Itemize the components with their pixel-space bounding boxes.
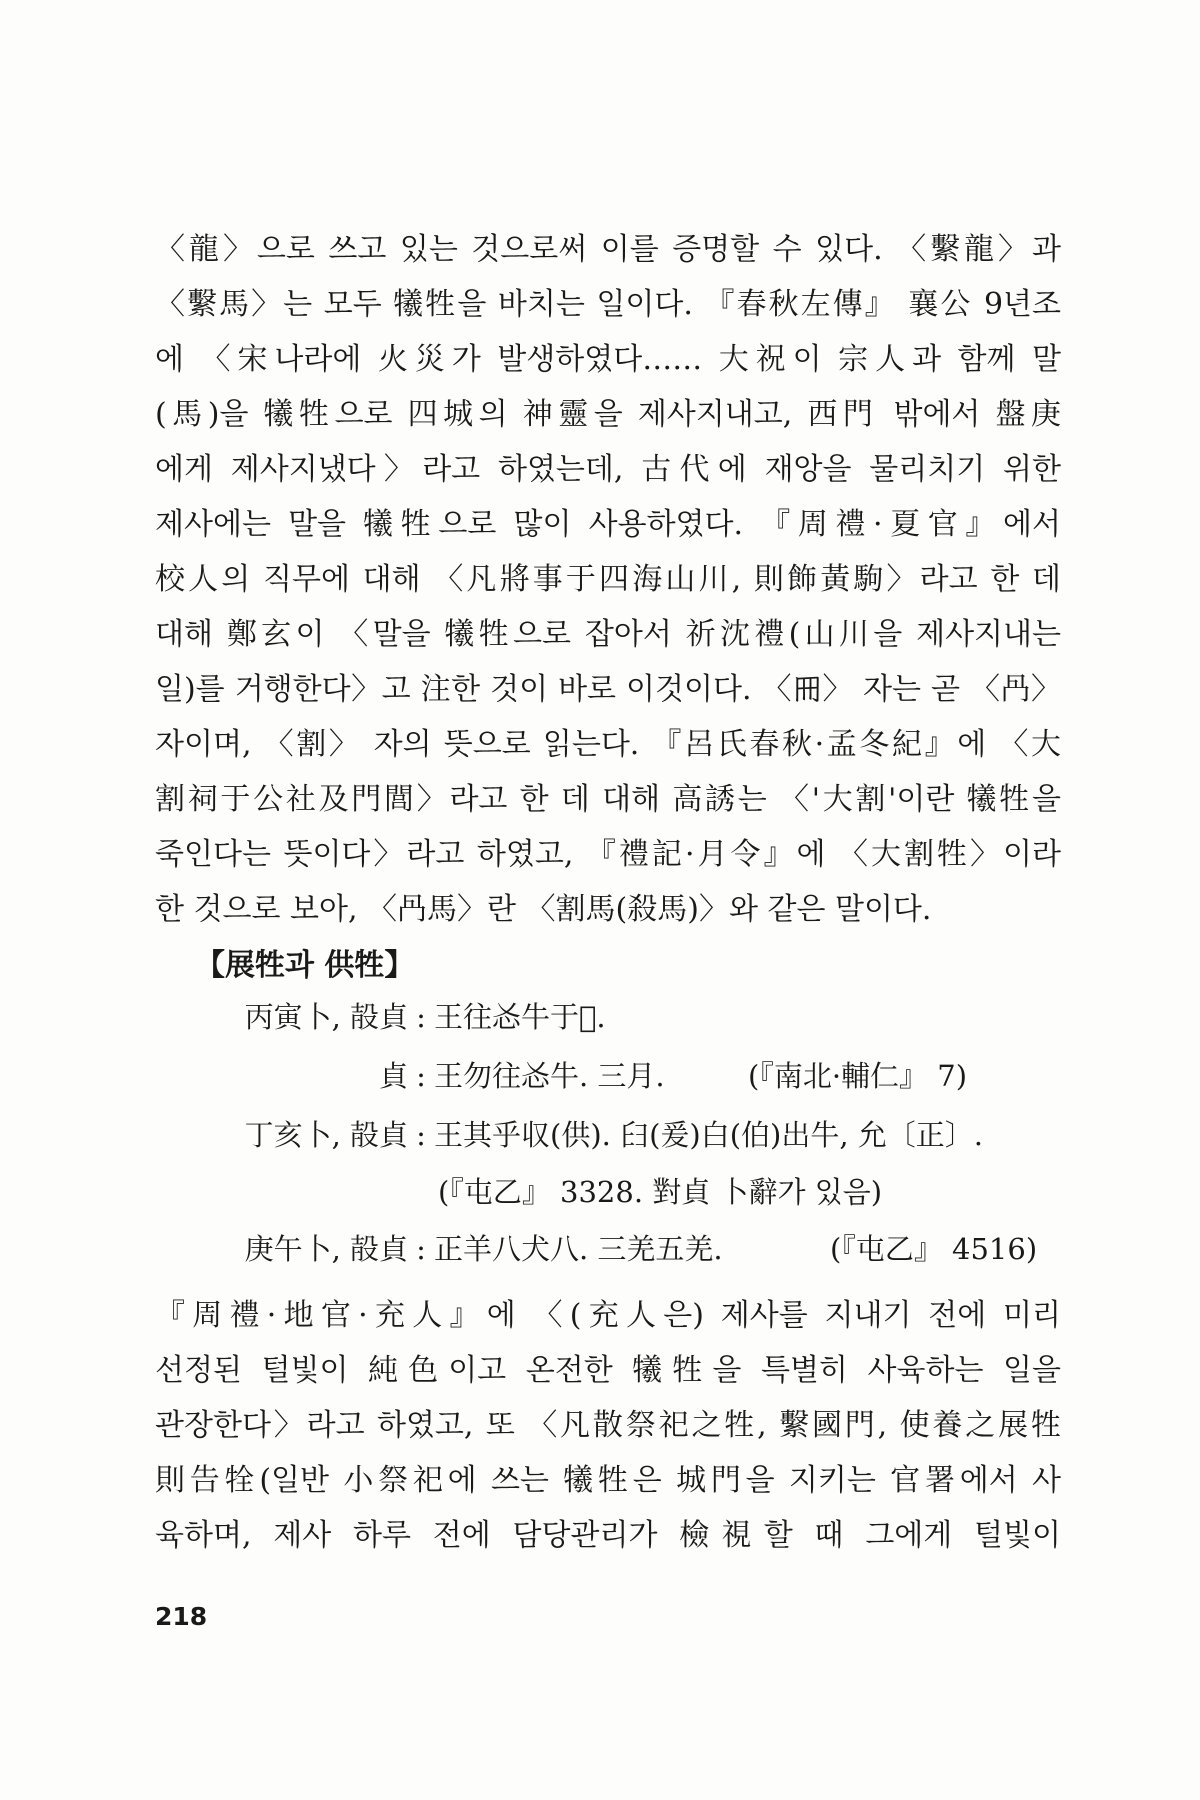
- text-line: 제사에는 말을 犧牲으로 많이 사용하였다. 『周禮·夏官』에서: [155, 507, 1061, 542]
- inscription-text: 王往㣻牛于𦎫.: [434, 1000, 606, 1034]
- colon-separator: :: [416, 1059, 426, 1093]
- body-paragraph-2: [155, 1288, 1061, 1563]
- inscription-example: [212, 1227, 723, 1268]
- text-line: 관장한다〉라고 하였고, 또 〈凡散祭祀之牲, 繫國門, 使養之展牲: [155, 1408, 1061, 1443]
- text-line: 校人의 직무에 대해 〈凡將事于四海山川, 則飾黃駒〉라고 한 데: [155, 562, 1061, 597]
- inscription-example: [212, 995, 606, 1036]
- inscription-prefix: 庚午卜, 㱿貞: [244, 1232, 408, 1266]
- body-paragraph-1: [155, 222, 1061, 937]
- text-line: 割祠于公社及門閭〉라고 한 데 대해 高誘는 〈'大割'이란 犧牲을: [155, 782, 1061, 817]
- text-line: 〈龍〉으로 쓰고 있는 것으로써 이를 증명할 수 있다. 〈繫龍〉과: [155, 232, 1061, 267]
- inscription-source: (『屯乙』 3328. 對貞 卜辭가 있음): [438, 1175, 883, 1209]
- text-line: 선정된 털빛이 純色이고 온전한 犧牲을 특별히 사육하는 일을: [155, 1353, 1061, 1388]
- inscription-text: 王勿往㣻牛. 三月.: [434, 1059, 665, 1093]
- inscription-text: 王其乎収(供). 𦥑(爰)白(伯)出牛, 允〔正〕.: [434, 1118, 983, 1152]
- inscription-source: (『南北·輔仁』 7): [748, 1059, 968, 1093]
- text-line: 則告牷(일반 小祭祀에 쓰는 犧牲은 城門을 지키는 官署에서 사: [155, 1463, 1061, 1498]
- text-line: 〈繫馬〉는 모두 犧牲을 바치는 일이다. 『春秋左傳』 襄公 9년조: [155, 287, 1061, 322]
- section-heading: 【展牲과 供牲】: [195, 948, 415, 983]
- inscription-prefix: 丁亥卜, 㱿貞: [244, 1118, 408, 1152]
- text-line: 육하며, 제사 하루 전에 담당관리가 檢視할 때 그에게 털빛이: [155, 1518, 1061, 1553]
- text-line: 자이며, 〈割〉 자의 뜻으로 읽는다. 『呂氏春秋·孟冬紀』에 〈大: [155, 727, 1061, 762]
- inscription-text: 正羊八犬八. 三羌五羌.: [434, 1232, 723, 1266]
- page-number: 218: [155, 1602, 208, 1631]
- inscription-prefix: 丙寅卜, 㱿貞: [244, 1000, 408, 1034]
- text-line: 에 〈宋나라에 火災가 발생하였다…… 大祝이 宗人과 함께 말: [155, 342, 1061, 377]
- inscription-example: [212, 1113, 983, 1154]
- text-line: 죽인다는 뜻이다〉라고 하였고, 『禮記·月令』에 〈大割牲〉이라: [155, 837, 1061, 872]
- inscription-example: [212, 1054, 665, 1095]
- text-line: 『周禮·地官·充人』에 〈(充人은) 제사를 지내기 전에 미리: [155, 1298, 1061, 1333]
- colon-separator: :: [416, 1232, 426, 1266]
- text-line: 에게 제사지냈다〉라고 하였는데, 古代에 재앙을 물리치기 위한: [155, 452, 1061, 487]
- inscription-source: (『屯乙』 4516): [830, 1232, 1038, 1266]
- text-line: 대해 鄭玄이 〈말을 犧牲으로 잡아서 祈沈禮(山川을 제사지내는: [155, 617, 1061, 652]
- inscription-prefix: 貞: [378, 1059, 408, 1093]
- text-line: (馬)을 犧牲으로 四城의 神靈을 제사지내고, 西門 밖에서 盤庚: [155, 397, 1061, 432]
- colon-separator: :: [416, 1118, 426, 1152]
- text-line: 한 것으로 보아, 〈冎馬〉란 〈割馬(殺馬)〉와 같은 말이다.: [155, 892, 932, 927]
- colon-separator: :: [416, 1000, 426, 1034]
- text-line: 일)를 거행한다〉고 注한 것이 바로 이것이다. 〈𠕁〉 자는 곧 〈冎〉: [155, 672, 1061, 707]
